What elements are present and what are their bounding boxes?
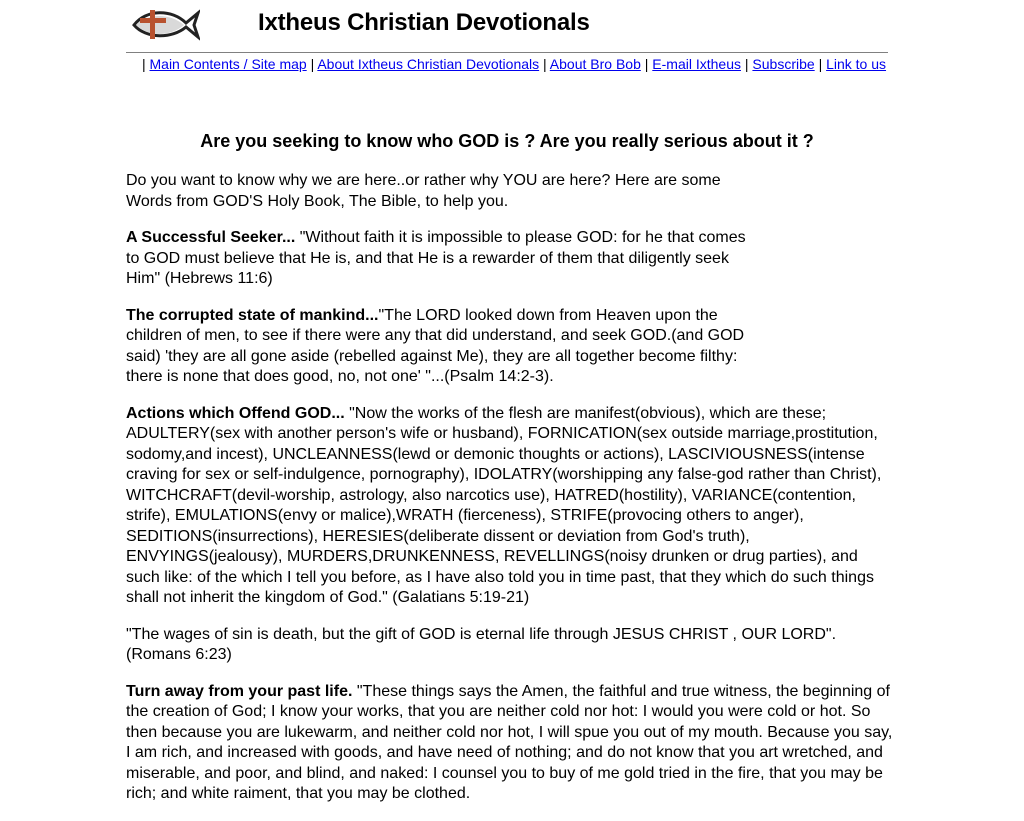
nav-separator: |: [744, 56, 749, 72]
site-header: [126, 0, 888, 53]
nav-separator: |: [310, 56, 315, 72]
corrupt-paragraph: [126, 306, 756, 388]
seeker-text: "Without faith it is impossible to please GOD: for he that comes to GOD must believe that He is, and that He is a rewarder of them that diligently seek Him" (Hebrews 11:6): [126, 229, 746, 287]
nav-link-about-devotionals[interactable]: About Ixtheus Christian Devotionals: [317, 56, 540, 72]
nav-link-link-to-us[interactable]: Link to us: [826, 56, 887, 72]
nav-separator: |: [141, 56, 146, 72]
intro-paragraph: Do you want to know why we are here..or rather why YOU are here? Here are some Words from GOD'S Holy Book, The Bible, to help you.: [126, 172, 721, 210]
nav-link-about-bro-bob[interactable]: About Bro Bob: [549, 56, 641, 72]
turn-away-paragraph: [126, 682, 896, 805]
seeker-title: A Successful Seeker...: [126, 229, 296, 246]
nav-separator: |: [818, 56, 823, 72]
turn-title: Turn away from your past life.: [126, 682, 353, 700]
ichthys-fish-cross-icon[interactable]: [130, 5, 200, 41]
nav-link-main-contents[interactable]: Main Contents / Site map: [149, 56, 307, 72]
nav-separator: |: [543, 56, 547, 72]
actions-title: Actions which Offend GOD...: [126, 404, 345, 422]
top-navigation: [126, 56, 902, 72]
page-headline: Are you seeking to know who GOD is ? Are you really serious about it ?: [200, 131, 814, 151]
actions-paragraph: [126, 404, 896, 609]
site-title: Ixtheus Christian Devotionals: [258, 9, 590, 36]
wages-paragraph: "The wages of sin is death, but the gift of GOD is eternal life through JESUS CHRIST , OUR LORD". (Romans 6:23): [126, 625, 837, 663]
seeker-paragraph: [126, 228, 756, 290]
devotional-content: [126, 171, 896, 821]
actions-text: "Now the works of the flesh are manifest(obvious), which are these; ADULTERY(sex with another person's wife or husband), FORNICATION(sex outside marriage,prostitution, sodomy,and incest), UNCLEANNESS(lewd or demonic thoughts or actions), LASCIVIOUSNESS(intense craving for sex or self-indulgence, pornography), IDOLATRY(worshipping any false-god rather than Christ), WITCHCRAFT(devil-worship, astrology, also narcotics use), HATRED(hostility), VARIANCE(contention, strife), EMULATIONS(envy or malice),WRATH (fierceness), STRIFE(provocing others to anger), SEDITIONS(insurrections), HERESIES(deliberate dissent or deviation from God's truth), ENVYINGS(jealousy), MURDERS,DRUNKENNESS, REVELLINGS(noisy drunken or drug parties), and such like: of the which I tell you before, as I have also told you in time past, that they which do such things shall not inherit the kingdom of God." (Galatians 5:19-21): [126, 404, 882, 606]
corrupt-title: The corrupted state of mankind...: [126, 306, 379, 324]
nav-link-subscribe[interactable]: Subscribe: [752, 56, 815, 72]
corrupt-text: "The LORD looked down from Heaven upon the children of men, to see if there were any that did understand, and seek GOD.(and GOD said) 'they are all gone aside (rebelled against Me), they are all together become filthy: there is none that does good, no, not one' "...(Psalm 14:2-3).: [126, 306, 745, 385]
nav-link-email[interactable]: E-mail Ixtheus: [652, 56, 741, 72]
turn-text: "These things says the Amen, the faithful and true witness, the beginning of the creation of God; I know your works, that you are neither cold nor hot: I would you were cold or hot. So then because you are lukewarm, and neither cold nor hot, I will spue you out of my mouth. Because you say, I am rich, and increased with goods, and have need of nothing; and do not know that you art wretched, and miserable, and poor, and blind, and naked: I counsel you to buy of me gold tried in the fire, that you may be rich; and white raiment, that you may be clothed.: [126, 682, 893, 802]
nav-separator: |: [644, 56, 649, 72]
